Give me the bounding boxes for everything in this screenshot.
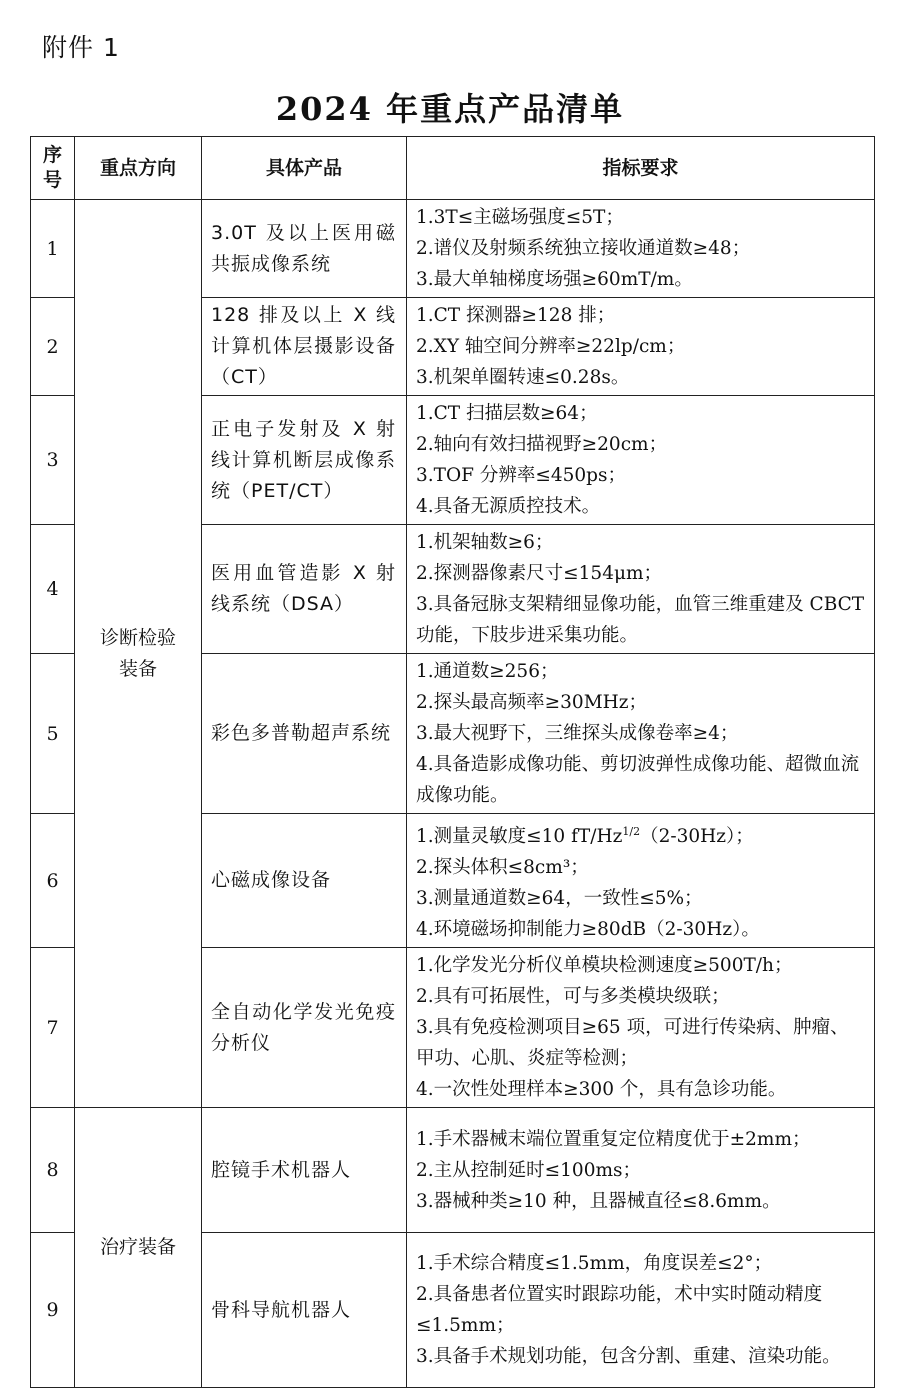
requirements-cell bbox=[407, 1108, 875, 1233]
table-row bbox=[31, 1108, 875, 1233]
requirement-item: 2.具备患者位置实时跟踪功能，术中实时随动精度≤1.5mm； bbox=[416, 1284, 823, 1337]
requirement-item: 1.CT 扫描层数≥64； bbox=[416, 403, 598, 424]
attachment-label: 附件 1 bbox=[42, 33, 120, 62]
table-row bbox=[31, 200, 875, 298]
product-name: 骨科导航机器人 bbox=[202, 1233, 407, 1388]
requirement-item: 4.具备造影成像功能、剪切波弹性成像功能、超微血流成像功能。 bbox=[416, 754, 860, 806]
requirements-cell bbox=[407, 298, 875, 396]
requirement-item: 3.测量通道数≥64，一致性≤5%； bbox=[416, 888, 703, 910]
requirement-item: 3.具备手术规划功能，包含分割、重建、渲染功能。 bbox=[416, 1346, 841, 1368]
requirements-cell bbox=[407, 814, 875, 948]
document-title: 2024 年重点产品清单 bbox=[275, 90, 625, 128]
requirement-item: 1.手术综合精度≤1.5mm，角度误差≤2°； bbox=[416, 1253, 773, 1275]
direction-cell: 诊断检验 装备 bbox=[75, 200, 202, 1108]
requirement-item: 4.具备无源质控技术。 bbox=[416, 496, 601, 517]
column-header-direction: 重点方向 bbox=[75, 137, 202, 200]
requirement-item: 1.机架轴数≥6； bbox=[416, 532, 554, 553]
requirement-item: 2.探头最高频率≥30MHz； bbox=[416, 692, 648, 713]
requirement-item: 2.谱仪及射频系统独立接收通道数≥48； bbox=[416, 238, 751, 259]
product-table bbox=[30, 136, 875, 1388]
row-number: 2 bbox=[31, 298, 75, 396]
requirement-item: 3.机架单圈转速≤0.28s。 bbox=[416, 367, 630, 388]
requirements-cell bbox=[407, 1233, 875, 1388]
requirement-item: 2.具有可拓展性，可与多类模块级联； bbox=[416, 986, 730, 1008]
row-number: 6 bbox=[31, 814, 75, 948]
direction-cell: 治疗装备 bbox=[75, 1108, 202, 1388]
requirements-cell bbox=[407, 654, 875, 814]
requirement-item: 4.环境磁场抑制能力≥80dB（2-30Hz）。 bbox=[416, 919, 760, 941]
row-number: 4 bbox=[31, 525, 75, 654]
product-name: 128 排及以上 X 线计算机体层摄影设备（CT） bbox=[202, 298, 407, 396]
requirements-cell bbox=[407, 396, 875, 525]
column-header-product: 具体产品 bbox=[202, 137, 407, 200]
requirement-item: 1.通道数≥256； bbox=[416, 661, 559, 682]
requirement-item: 3.具备冠脉支架精细显像功能，血管三维重建及 CBCT 功能，下肢步进采集功能。 bbox=[416, 594, 865, 646]
product-name: 3.0T 及以上医用磁共振成像系统 bbox=[202, 200, 407, 298]
product-name: 彩色多普勒超声系统 bbox=[202, 654, 407, 814]
column-header-no: 序 号 bbox=[31, 137, 75, 200]
requirement-item: 3.最大单轴梯度场强≥60mT/m。 bbox=[416, 269, 693, 290]
requirement-item: 1.测量灵敏度≤10 $fT/Hz^{1/2}(2-30Hz)$； bbox=[416, 825, 754, 848]
requirement-item: 1.手术器械末端位置重复定位精度优于±2mm； bbox=[416, 1128, 811, 1150]
row-number: 9 bbox=[31, 1233, 75, 1388]
requirements-cell bbox=[407, 948, 875, 1108]
requirement-item: 4.一次性处理样本≥300 个，具有急诊功能。 bbox=[416, 1079, 787, 1101]
row-number: 8 bbox=[31, 1108, 75, 1233]
row-number: 3 bbox=[31, 396, 75, 525]
product-name: 心磁成像设备 bbox=[202, 814, 407, 948]
product-name: 正电子发射及 X 射线计算机断层成像系统（PET/CT） bbox=[202, 396, 407, 525]
requirement-item: 1.3T≤主磁场强度≤5T； bbox=[416, 207, 624, 228]
requirement-item: 2.XY 轴空间分辨率≥22lp/cm； bbox=[416, 336, 686, 357]
requirement-item: 1.化学发光分析仪单模块检测速度≥500T/h； bbox=[416, 955, 793, 977]
requirements-cell bbox=[407, 525, 875, 654]
product-name: 腔镜手术机器人 bbox=[202, 1108, 407, 1233]
requirement-item: 3.器械种类≥10 种，且器械直径≤8.6mm。 bbox=[416, 1190, 781, 1212]
requirement-item: 3.TOF 分辨率≤450ps； bbox=[416, 465, 627, 486]
requirement-item: 2.探测器像素尺寸≤154μm； bbox=[416, 563, 663, 584]
row-number: 5 bbox=[31, 654, 75, 814]
product-name: 医用血管造影 X 射线系统（DSA） bbox=[202, 525, 407, 654]
row-number: 1 bbox=[31, 200, 75, 298]
column-header-requirements: 指标要求 bbox=[407, 137, 875, 200]
table-header-row bbox=[31, 137, 875, 200]
requirement-item: 2.探头体积≤8cm³； bbox=[416, 857, 589, 879]
requirement-item: 3.具有免疫检测项目≥65 项，可进行传染病、肿瘤、甲功、心肌、炎症等检测； bbox=[416, 1017, 849, 1070]
requirement-item: 2.轴向有效扫描视野≥20cm； bbox=[416, 434, 668, 455]
requirement-item: 2.主从控制延时≤100ms； bbox=[416, 1159, 641, 1181]
requirement-item: 1.CT 探测器≥128 排； bbox=[416, 305, 616, 326]
requirement-item: 3.最大视野下，三维探头成像卷率≥4； bbox=[416, 723, 739, 744]
row-number: 7 bbox=[31, 948, 75, 1108]
requirements-cell bbox=[407, 200, 875, 298]
product-name: 全自动化学发光免疫分析仪 bbox=[202, 948, 407, 1108]
